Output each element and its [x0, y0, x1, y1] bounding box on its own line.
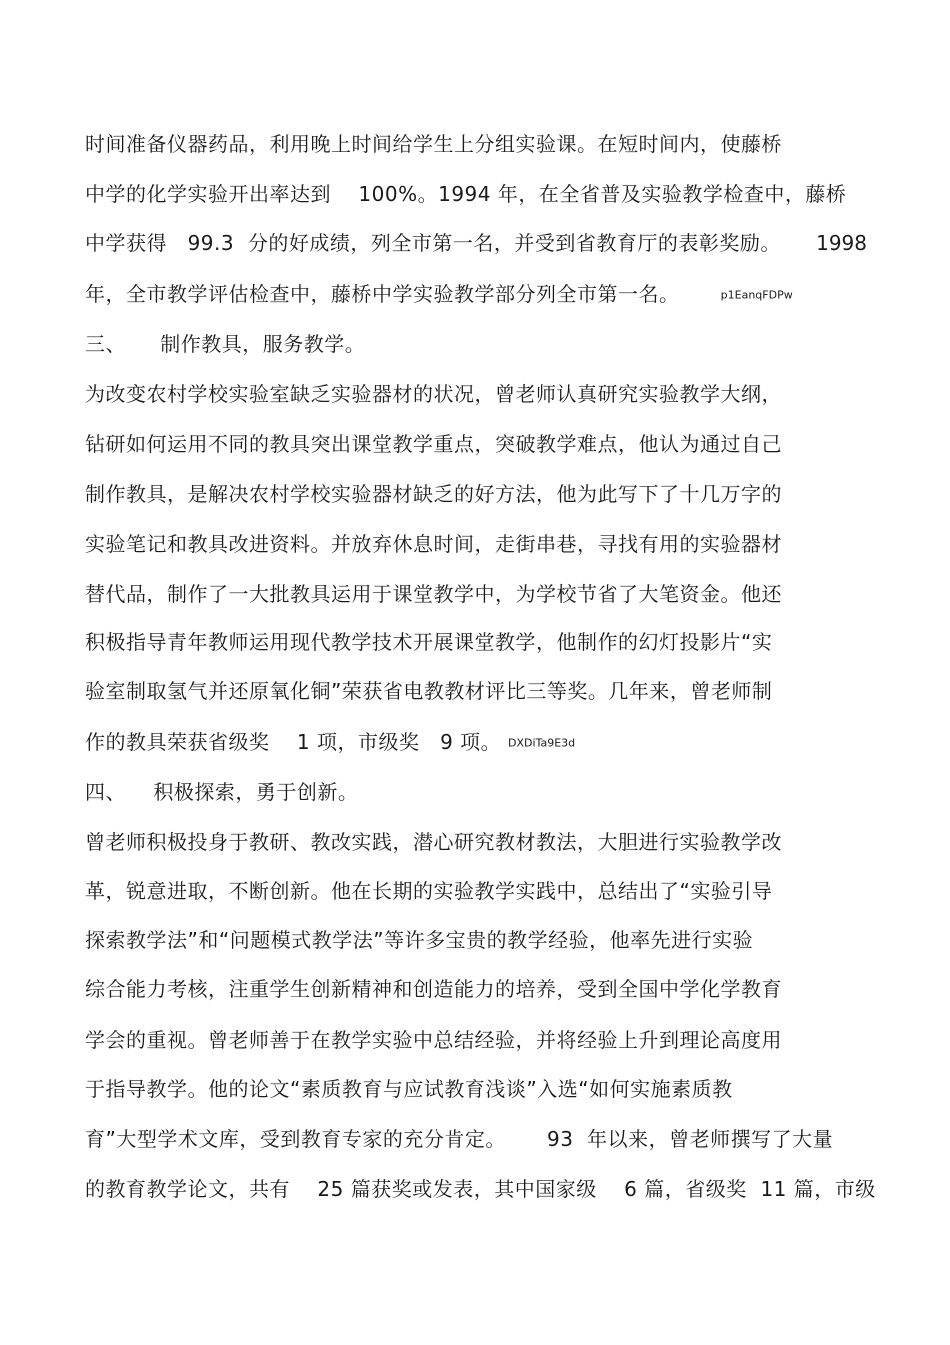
- text-line: 探索教学法”和“问题模式教学法”等许多宝贵的教学经验，他率先进行实验: [85, 928, 754, 952]
- text-line: [85, 728, 575, 758]
- section-heading: 四、 积极探索，勇于创新。: [85, 780, 359, 804]
- text-line: 为改变农村学校实验室缺乏实验器材的状况，曾老师认真研究实验教学大纲，: [85, 382, 782, 406]
- text-line: 时间准备仪器药品，利用晚上时间给学生上分组实验课。在短时间内，使藤桥: [85, 132, 782, 156]
- text-line: 育”大型学术文库，受到教育专家的充分肯定。 93 年以来，曾老师撰写了大量: [85, 1127, 834, 1151]
- text-line-body: 年，全市教学评估检查中，藤桥中学实验教学部分列全市第一名。: [85, 282, 680, 306]
- text-line: [85, 280, 793, 310]
- text-line: 实验笔记和教具改进资料。并放弃休息时间，走街串巷，寻找有用的实验器材: [85, 532, 782, 556]
- text-line: 综合能力考核，注重学生创新精神和创造能力的培养，受到全国中学化学教育: [85, 977, 782, 1001]
- text-line: 钻研如何运用不同的教具突出课堂教学重点，突破教学难点，他认为通过自己: [85, 432, 782, 456]
- text-line: 曾老师积极投身于教研、教改实践，潜心研究教材教法，大胆进行实验教学改: [85, 830, 782, 854]
- section-heading: 三、 制作教具，服务教学。: [85, 332, 366, 356]
- text-line: 于指导教学。他的论文“素质教育与应试教育浅谈”入选“如何实施素质教: [85, 1077, 733, 1101]
- text-line: 验室制取氢气并还原氧化铜”荣获省电教教材评比三等奖。几年来，曾老师制: [85, 679, 773, 703]
- text-line: 学会的重视。曾老师善于在教学实验中总结经验，并将经验上升到理论高度用: [85, 1028, 782, 1052]
- watermark-code: p1EanqFDPw: [720, 288, 793, 302]
- text-line-tail: 1998: [816, 231, 867, 255]
- text-line: 中学获得 99.3 分的好成绩，列全市第一名，并受到省教育厅的表彰奖励。: [85, 231, 781, 255]
- text-line: 中学的化学实验开出率达到 100%。1994 年，在全省普及实验教学检查中，藤桥: [85, 182, 847, 206]
- text-line: 制作教具，是解决农村学校实验器材缺乏的好方法，他为此写下了十几万字的: [85, 482, 782, 506]
- text-line: 的教育教学论文，共有 25 篇获奖或发表，其中国家级 6 篇，省级奖 11 篇，市级: [85, 1177, 876, 1201]
- text-line: 替代品，制作了一大批教具运用于课堂教学中，为学校节省了大笔资金。他还: [85, 582, 782, 606]
- watermark-code: DXDiTa9E3d: [508, 736, 576, 750]
- text-line: 积极指导青年教师运用现代教学技术开展课堂教学，他制作的幻灯投影片“实: [85, 630, 773, 654]
- text-line-body: 作的教具荣获省级奖 1 项，市级奖 9 项。: [85, 730, 502, 754]
- text-line: 革，锐意进取，不断创新。他在长期的实验教学实践中，总结出了“实验引导: [85, 879, 773, 903]
